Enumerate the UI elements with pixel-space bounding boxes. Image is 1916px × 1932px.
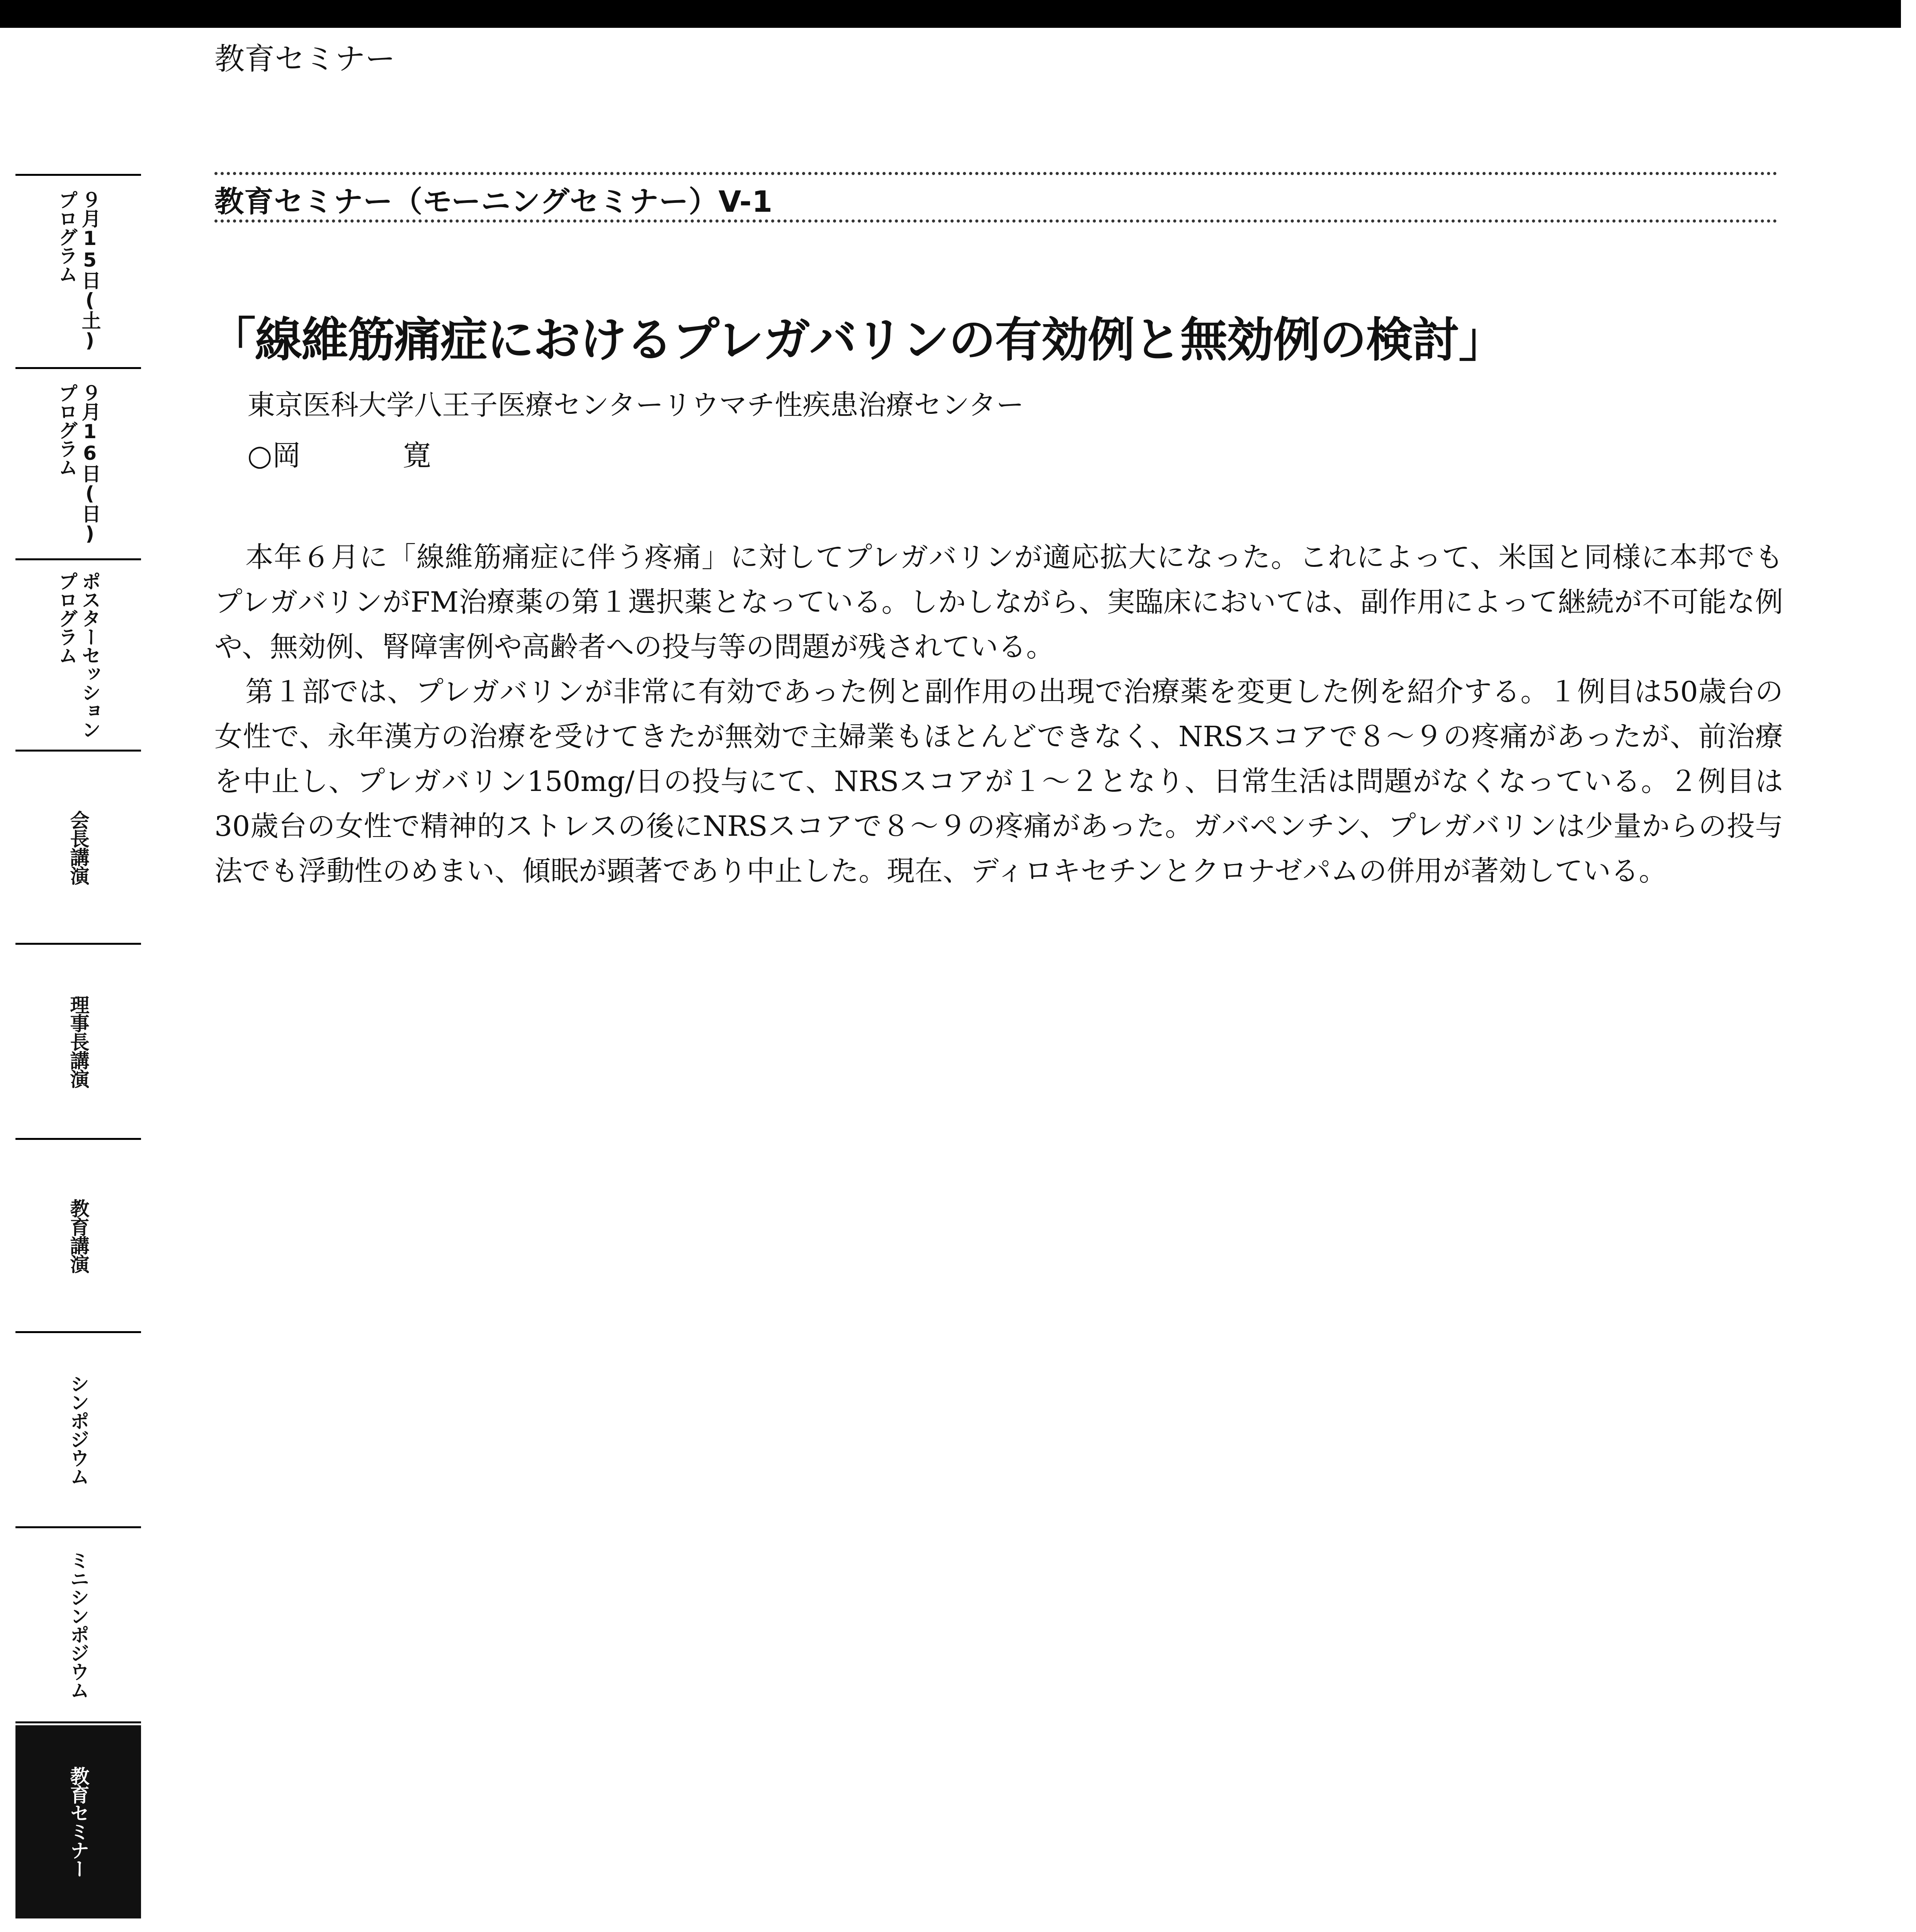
- sidebar-item-chairman-lecture[interactable]: [15, 945, 141, 1140]
- sidebar-item-label: シンポジウム: [67, 1374, 90, 1485]
- sidebar-item-program-sep16[interactable]: [15, 369, 141, 560]
- sidebar-item-public-lecture[interactable]: [15, 1918, 141, 1932]
- seminar-subtitle-box: [214, 172, 1777, 223]
- sidebar-item-education-lecture[interactable]: [15, 1140, 141, 1333]
- sidebar-item-education-seminar[interactable]: [15, 1725, 141, 1918]
- author-name: ○岡 寛: [247, 439, 432, 472]
- sidebar-item-label: 教育セミナー: [67, 1766, 90, 1878]
- sidebar-item-label: 教育講演: [67, 1198, 90, 1273]
- seminar-subtitle: 教育セミナー（モーニングセミナー）V-1: [214, 184, 773, 219]
- article-body: [214, 535, 1783, 894]
- sidebar-item-label: ポスターセッション プログラム: [55, 571, 101, 738]
- sidebar-item-label: ９月15日(土) プログラム: [55, 190, 101, 351]
- article-title: 「線維筋痛症におけるプレガバリンの有効例と無効例の検討」: [209, 312, 1505, 367]
- sidebar-item-label: ９月16日(日) プログラム: [55, 383, 101, 544]
- sidebar-item-program-sep15[interactable]: [15, 174, 141, 369]
- top-bar: [0, 0, 1901, 28]
- author-affiliation: 東京医科大学八王子医療センターリウマチ性疾患治療センター: [247, 389, 1024, 421]
- sidebar-item-label: ミニシンポジウム: [67, 1551, 90, 1699]
- sidebar-item-symposium[interactable]: [15, 1333, 141, 1528]
- sidebar-item-mini-symposium[interactable]: [15, 1528, 141, 1723]
- sidebar-item-label: 会長講演: [67, 810, 90, 884]
- sidebar-item-label: 理事長講演: [67, 995, 90, 1088]
- section-header: 教育セミナー: [214, 42, 396, 77]
- body-paragraph: 第１部では、プレガバリンが非常に有効であった例と副作用の出現で治療薬を変更した例を紹介する。１例目は50歳台の女性で、永年漢方の治療を受けてきたが無効で主婦業もほとんどできなく、NRSスコアで８～９の疼痛があったが、前治療を中止し、プレガバリン150mg/日の投与にて、NRSスコアが１～２となり、日常生活は問題がなくなっている。２例目は30歳台の女性で精神的ストレスの後にNRSスコアで８～９の疼痛があった。ガバペンチン、プレガバリンは少量からの投与法でも浮動性のめまい、傾眠が顕著であり中止した。現在、ディロキセチンとクロナゼパムの併用が著効している。: [214, 676, 1783, 888]
- body-paragraph: 本年６月に「線維筋痛症に伴う疼痛」に対してプレガバリンが適応拡大になった。これによって、米国と同様に本邦でもプレガバリンがFM治療薬の第１選択薬となっている。しかしながら、実臨床においては、副作用によって継続が不可能な例や、無効例、腎障害例や高齢者への投与等の問題が残されている。: [214, 541, 1783, 663]
- sidebar-item-president-lecture[interactable]: [15, 752, 141, 945]
- sidebar-item-poster-program[interactable]: [15, 560, 141, 752]
